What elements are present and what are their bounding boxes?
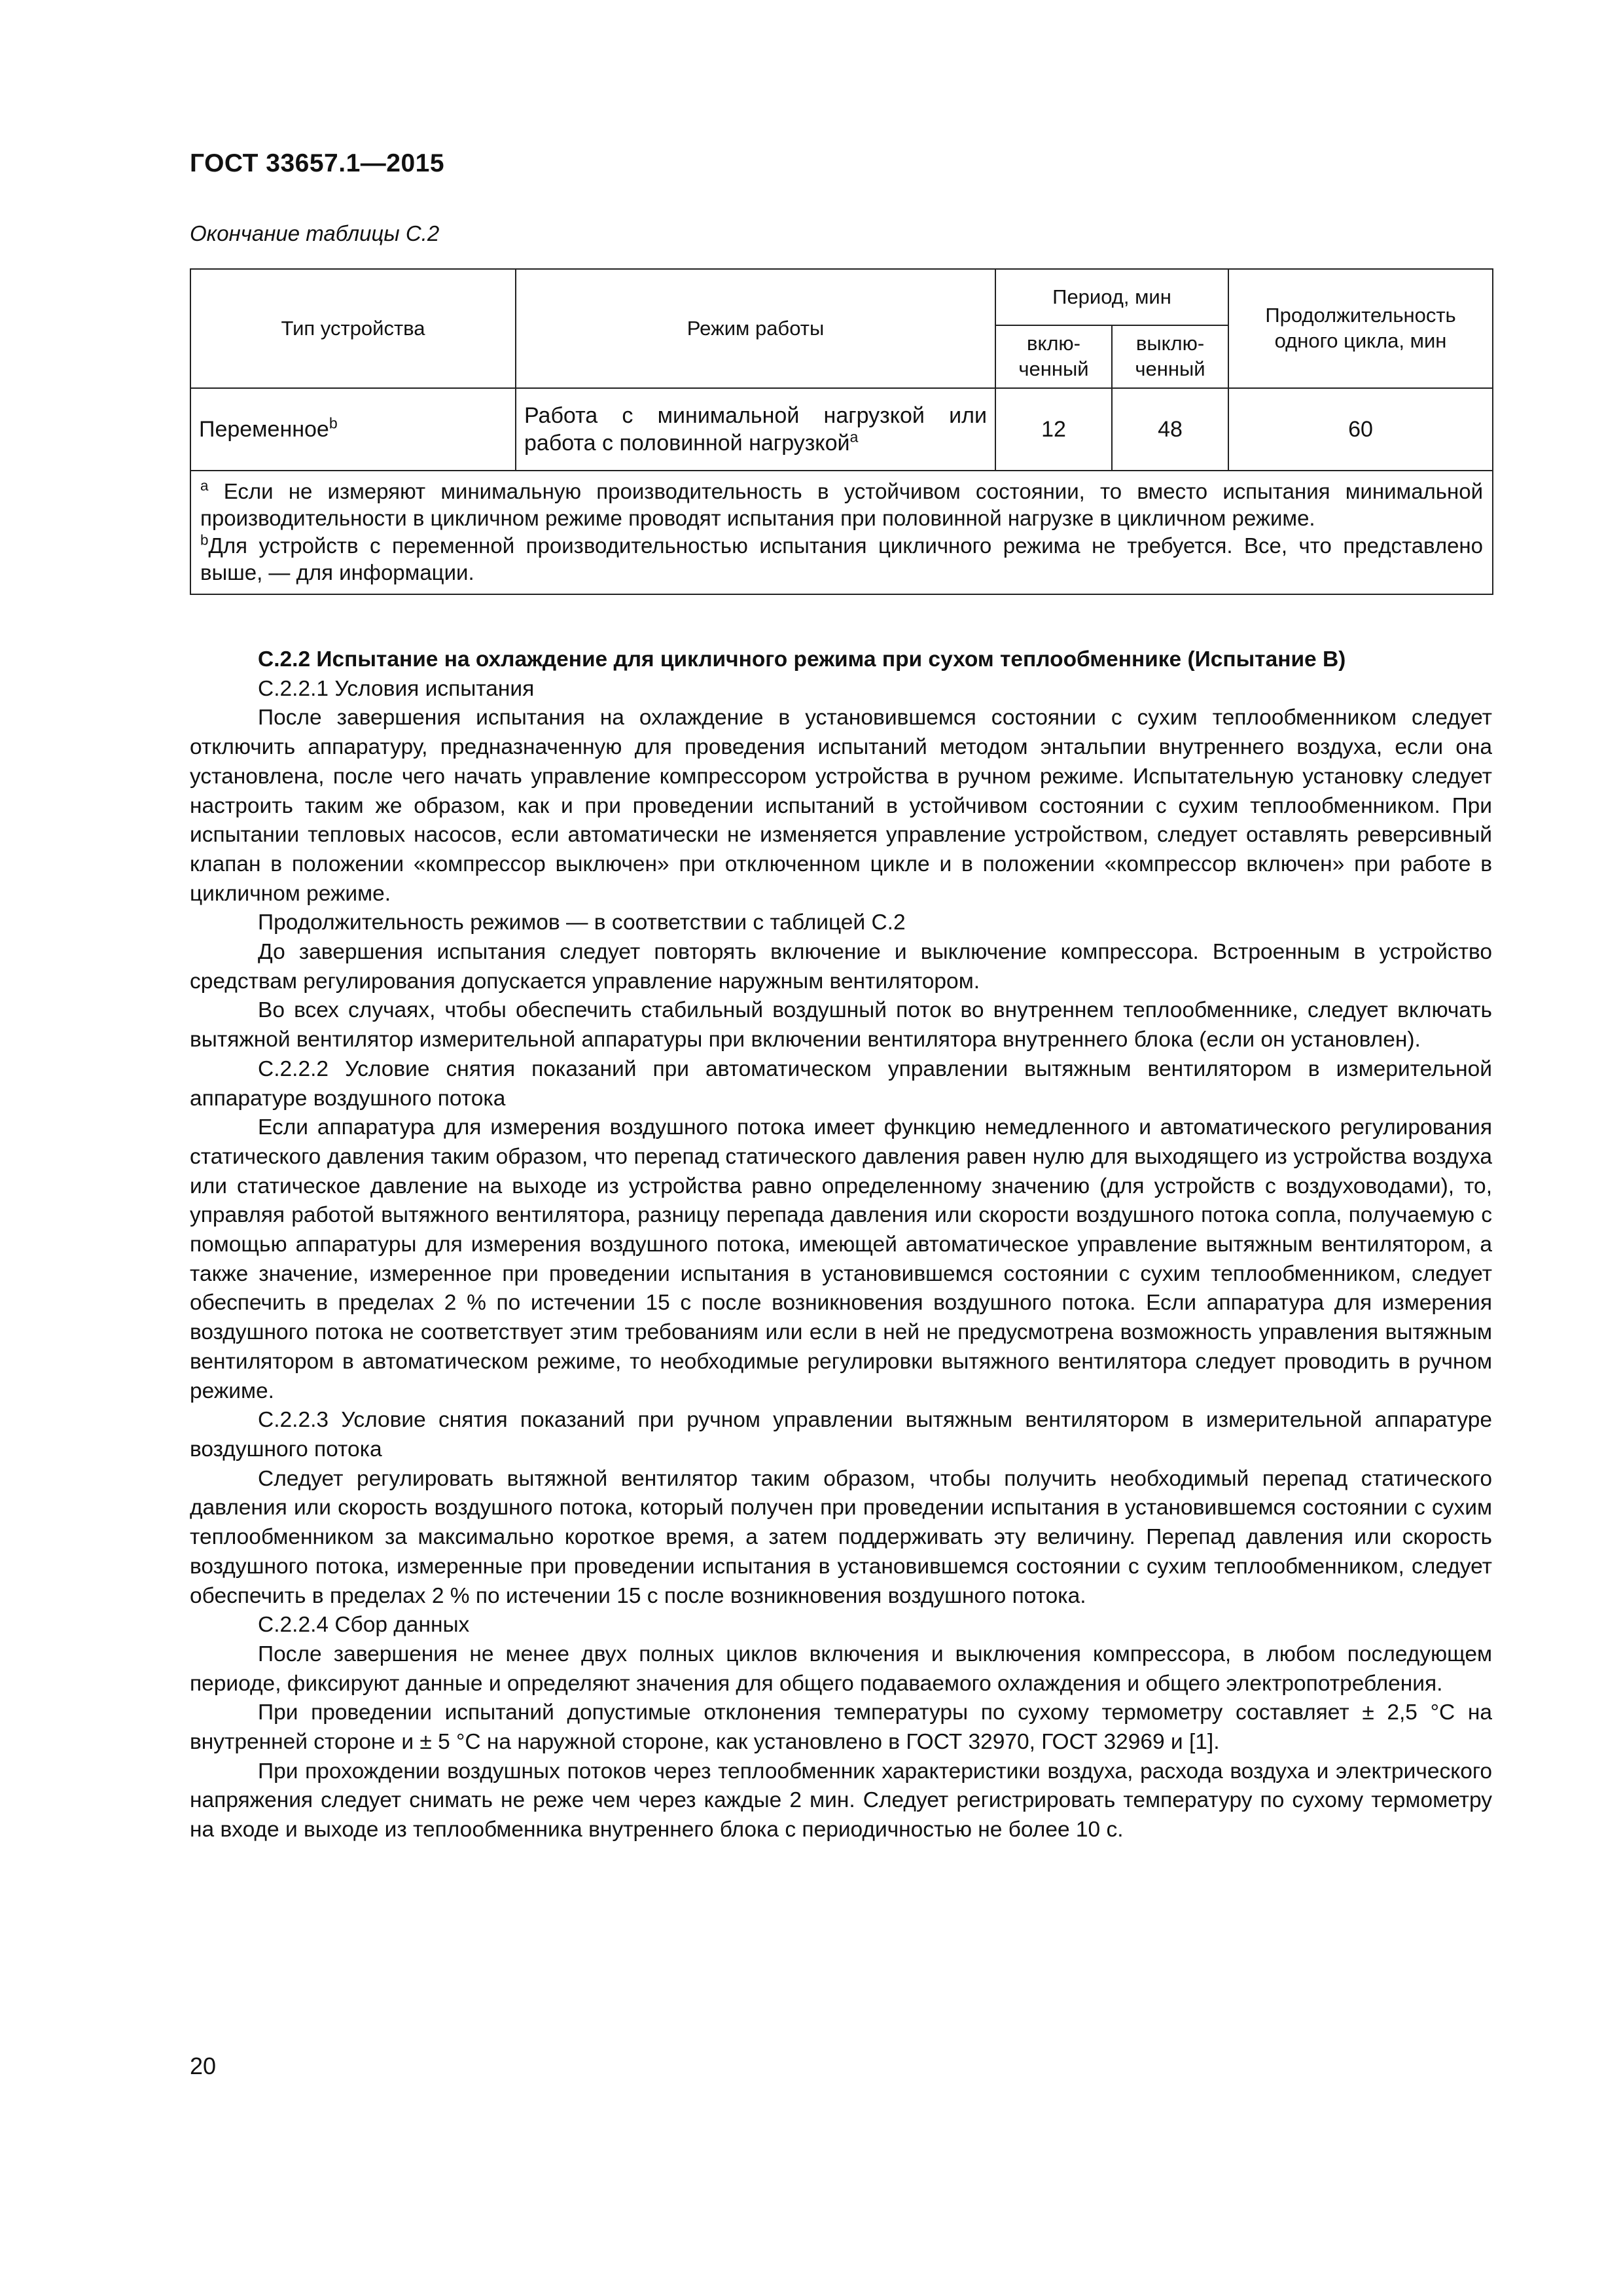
footnote-ref-b: b xyxy=(329,414,338,432)
header-device-type: Тип устройства xyxy=(190,269,516,388)
modes-table xyxy=(190,268,1493,595)
section-heading: С.2.2 Испытание на охлаждение для цикличного режима при сухом теплообменнике (Испытание В) xyxy=(258,647,1346,672)
header-operating-mode: Режим работы xyxy=(516,269,995,388)
table-caption: Окончание таблицы С.2 xyxy=(190,221,440,245)
table-notes-row xyxy=(190,471,1493,594)
paragraph: После завершения не менее двух полных циклов включения и выключения компрессора, в любом последующем периоде, фиксируют данные и определяют значения для общего подаваемого охлаждения и общего электропотребления. xyxy=(190,1641,1492,1696)
subsection-heading: С.2.2.1 Условия испытания xyxy=(258,676,535,701)
header-period-on: вклю-ченный xyxy=(995,325,1112,388)
paragraph: Следует регулировать вытяжной вентилятор таким образом, чтобы получить необходимый перепад статического давления или скорость воздушного потока, который получен при проведении испытания в установившемся состоянии с сухим теплообменником за максимально короткое время, а затем поддерживать эту величину. Перепад давления или скорость воздушного потока, измеренные при проведении испытания в установившемся состоянии с сухим теплообменником, следует обеспечить в пределах 2 % по истечении 15 с после возникновения воздушного потока. xyxy=(190,1466,1492,1608)
subsection-heading: С.2.2.2 Условие снятия показаний при автоматическом управлении вытяжным вентилятором в измерительной аппаратуре воздушного потока xyxy=(190,1056,1492,1111)
cell-cycle-duration: 60 xyxy=(1228,388,1493,471)
header-period: Период, мин xyxy=(995,269,1228,325)
paragraph: После завершения испытания на охлаждение в установившемся состоянии с сухим теплообменником следует отключить аппаратуру, предназначенную для проведения испытаний методом энтальпии внутреннего воздуха, если она установлена, после чего начать управление компрессором устройства в ручном режиме. Испытательную установку следует настроить таким же образом, как и при проведении испытаний в устойчивом состоянии с сухим теплообменником. При испытании тепловых насосов, если автоматически не изменяется управление устройством, следует оставлять реверсивный клапан в положении «компрессор выключен» при отключенном цикле и в положении «компрессор включен» при работе в цикличном режиме. xyxy=(190,706,1492,906)
footnote-mark-a: a xyxy=(200,477,209,494)
cell-period-off: 48 xyxy=(1112,388,1228,471)
cell-device-text: Переменное xyxy=(199,416,329,442)
header-cycle-duration: Продолжительность одного цикла, мин xyxy=(1228,269,1493,388)
cell-device-type xyxy=(190,388,516,471)
footnote-mark-b: b xyxy=(200,531,209,548)
table-header-row xyxy=(190,269,1493,325)
paragraph: Если аппаратура для измерения воздушного потока имеет функцию немедленного и автоматического регулирования статического давления таким образом, что перепад статического давления равен нулю для выходящего из устройства воздуха или статическое давление на выходе из устройства равно определенному значению (для устройств с воздуховодами), то, управляя работой вытяжного вентилятора, разницу перепада давления или скорости воздушного потока сопла, получаемую с помощью аппаратуры для измерения воздушного потока, имеющей автоматическое управление вытяжным вентилятором, а также значение, измеренное при проведении испытания в установившемся состоянии с сухим теплообменником, следует обеспечить в пределах 2 % по истечении 15 с после возникновения воздушного потока. Если аппаратура для измерения воздушного потока не соответствует этим требованиям или если в ней не предусмотрена возможность управления вытяжным вентилятором в автоматическом режиме, то необходимые регулировки вытяжного вентилятора следует проводить в ручном режиме. xyxy=(190,1115,1492,1403)
cell-operating-mode xyxy=(516,388,995,471)
table-notes xyxy=(190,471,1493,594)
footnote-a xyxy=(200,478,1483,532)
body-text xyxy=(190,645,1492,1845)
paragraph: При проведении испытаний допустимые отклонения температуры по сухому термометру составляет ± 2,5 °С на внутренней стороне и ± 5 °С на наружной стороне, как установлено в ГОСТ 32970, ГОСТ 32969 и [1]. xyxy=(190,1700,1492,1755)
footnote-b xyxy=(200,532,1483,586)
subsection-heading: С.2.2.3 Условие снятия показаний при ручном управлении вытяжным вентилятором в измерительной аппаратуре воздушного потока xyxy=(190,1408,1492,1462)
subsection-heading: С.2.2.4 Сбор данных xyxy=(258,1613,470,1638)
footnote-a-text: Если не измеряют минимальную производительность в устойчивом состоянии, то вместо испытания минимальной производительности в цикличном режиме проводят испытания при половинной нагрузке в цикличном режиме. xyxy=(200,479,1484,531)
document-header: ГОСТ 33657.1—2015 xyxy=(190,149,445,177)
paragraph: До завершения испытания следует повторять включение и выключение компрессора. Встроенным в устройство средствам регулирования допускается управление наружным вентилятором. xyxy=(190,940,1492,994)
header-period-off: выклю-ченный xyxy=(1112,325,1228,388)
footnote-b-text: Для устройств с переменной производительностью испытания цикличного режима не требуется. Все, что представлено выше, — для информации. xyxy=(200,533,1484,584)
paragraph: Во всех случаях, чтобы обеспечить стабильный воздушный поток во внутреннем теплообменнике, следует включать вытяжной вентилятор измерительной аппаратуры при включении вентилятора внутреннего блока (если он установлен). xyxy=(190,998,1492,1052)
footnote-ref-a: a xyxy=(849,428,859,446)
page-number: 20 xyxy=(190,2053,217,2079)
table-row xyxy=(190,388,1493,471)
cell-mode-text: Работа с минимальной нагрузкой или работа с половинной нагрузкой xyxy=(524,403,987,456)
paragraph: Продолжительность режимов — в соответствии с таблицей С.2 xyxy=(258,910,906,935)
paragraph: При прохождении воздушных потоков через теплообменник характеристики воздуха, расхода воздуха и электрического напряжения следует снимать не реже чем через каждые 2 мин. Следует регистрировать температуру по сухому термометру на входе и выходе из теплообменника внутреннего блока с периодичностью не более 10 с. xyxy=(190,1759,1492,1842)
cell-period-on: 12 xyxy=(995,388,1112,471)
